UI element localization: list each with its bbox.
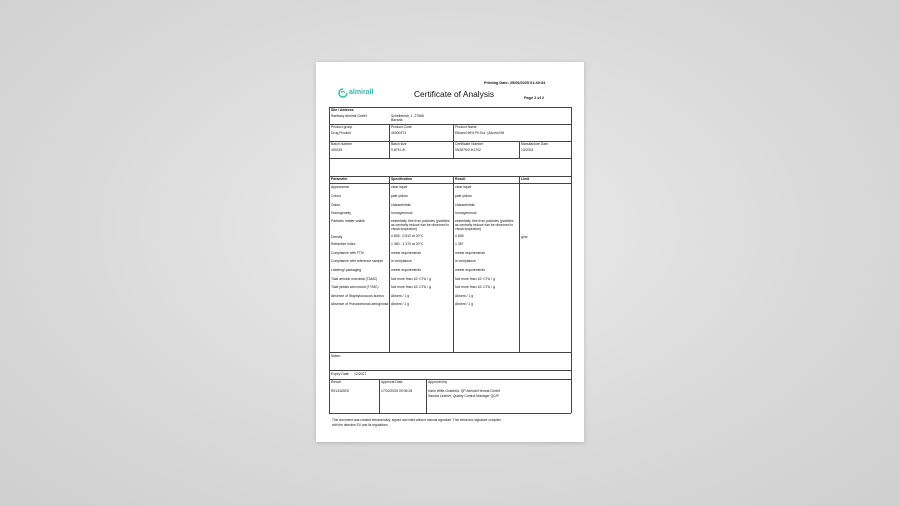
table-row-spec: meets requirements	[391, 268, 421, 272]
approved-by-value-1: Karin Wille-Gosefeld, QP Almirall Hermal GmbH	[428, 389, 501, 393]
product-group-label: Product group	[331, 125, 353, 129]
table-row-result: 1.367	[455, 242, 464, 246]
almirall-logo-icon	[338, 88, 348, 98]
batch-number-label: Batch number	[331, 142, 353, 146]
product-group-value: Drug Product	[331, 131, 351, 135]
table-row-param: Colour	[331, 194, 341, 198]
table-row-result: Not more than 10¹ CFU / g	[455, 285, 495, 289]
expiry-date-label: Expiry Date:	[331, 372, 350, 376]
col-header-result: Result	[455, 177, 466, 181]
table-row-result: 0.808	[455, 234, 464, 238]
certificate-number-label: Certificate Number	[455, 142, 484, 146]
table-row-spec: 1.360 - 1.370 at 20°C	[391, 242, 424, 246]
table-row-spec: Not more than 10² CFU / g	[391, 277, 431, 281]
table-row-param: Density	[331, 235, 343, 239]
table-row-result: essentially free from particles (particles as centrally reduce can be observed in visual inspection)	[455, 219, 514, 232]
table-row-result: meets requirements	[455, 251, 485, 255]
certificate-page	[316, 62, 584, 442]
manufacture-date-value: 13/2024	[521, 148, 534, 152]
almirall-logo	[338, 88, 378, 98]
table-row-spec: clear liquid	[391, 185, 408, 189]
notes-label: Notes:	[331, 354, 341, 358]
site-address-line2: Bavaria	[391, 118, 403, 122]
table-row-param: Compliance with reference sample	[331, 259, 384, 263]
table-row-result: Absent / 1 g	[455, 302, 474, 306]
approved-by-label: Approved by	[428, 380, 448, 384]
table-row-param: Compliance with FTIV	[331, 251, 365, 255]
col-header-limit: Limit	[521, 177, 530, 181]
batch-number-value: 490315	[331, 148, 343, 152]
table-row-result: in compliance	[455, 259, 476, 263]
table-row-spec: 0.805 - 0.812 at 20°C	[391, 234, 424, 238]
table-row-param: Homogeneity	[331, 211, 351, 215]
site-address-line1: Scheibenstr. 1, 27568	[391, 114, 424, 118]
table-row-param: Total yeasts and mould (TYMC)	[331, 285, 379, 289]
table-row-limit: g/ml	[521, 235, 528, 239]
table-row-result: homogeneous	[455, 211, 477, 215]
table-row-param: Particles matter visible	[331, 219, 365, 223]
table-row-spec: homogeneous	[391, 211, 413, 215]
table-row-spec: Absent / 1 g	[391, 302, 410, 306]
expiry-date-value: 12/2027	[354, 372, 367, 376]
table-row-param: Odour	[331, 203, 341, 207]
product-code-value: 40000371	[391, 131, 407, 135]
batch-size-value: 9,875 L/K	[391, 148, 406, 152]
approval-date-label: Approval Date	[381, 380, 403, 384]
table-row-spec: Absent / 1 g	[391, 294, 410, 298]
table-row-spec: in compliance	[391, 259, 412, 263]
footer-note-line1: This document was created electronically, signed and valid without manual signature. This electronic signature complies	[332, 418, 501, 422]
product-code-label: Product Code	[391, 125, 412, 129]
certificate-number-value: 0N2875/2-H1702	[455, 148, 481, 152]
table-row-param: Total aerobic microbial (TAMC)	[331, 277, 378, 281]
approval-date-value: 17/02/2025 09:05:28	[381, 389, 413, 393]
approved-by-value-2: Sandra Lindner, Quality Control Manager QC/P	[428, 394, 499, 398]
printing-date: Printing Date: 25/06/2025 01:49:34	[484, 81, 546, 85]
table-row-param: Refractive Index	[331, 242, 356, 246]
result-value: RELEASED	[331, 389, 350, 393]
page-number: Page 2 of 2	[524, 96, 545, 100]
table-row-param: Absence of Staphylococcus aureus	[331, 294, 384, 298]
product-name-value: Ethanol 96% Ph.Eur. (Alcohol 96	[455, 131, 505, 135]
table-row-spec: meets requirements	[391, 251, 421, 255]
table-row-result: meets requirements	[455, 268, 485, 272]
table-row-result: clear liquid	[455, 185, 472, 189]
site-company: Ranbaxy Almirall GmbH	[331, 114, 367, 118]
table-row-result: characteristic	[455, 203, 475, 207]
table-row-result: pale yellow	[455, 194, 472, 198]
table-row-spec: essentially free from particles (particles as centrally reduce can be observed in visual inspection)	[391, 219, 450, 232]
product-name-label: Product Name	[455, 125, 477, 129]
table-row-param: Absence of Pseudomonas aeruginosa	[331, 302, 389, 306]
table-row-result: Not more than 10² CFU / g	[455, 277, 495, 281]
logo-wordmark: almirall	[349, 89, 374, 96]
table-row-result: Absent / 1 g	[455, 294, 474, 298]
batch-size-label: Batch size	[391, 142, 407, 146]
col-header-specification: Specification	[391, 177, 413, 181]
table-row-param: Appearance	[331, 185, 350, 189]
table-row-param: Labeling/ packaging	[331, 268, 362, 272]
site-label: Site / Address	[331, 108, 354, 112]
table-row-spec: Not more than 10¹ CFU / g	[391, 285, 431, 289]
table-row-spec: characteristic	[391, 203, 411, 207]
footer-note-line2: with the directive EU and its regulations.	[332, 423, 389, 427]
document-title: Certificate of Analysis	[414, 89, 495, 99]
result-label: Result	[331, 380, 341, 384]
table-row-spec: pale yellow	[391, 194, 408, 198]
manufacture-date-label: Manufacture Date	[521, 142, 548, 146]
col-header-parameter: Parameter	[331, 177, 348, 181]
